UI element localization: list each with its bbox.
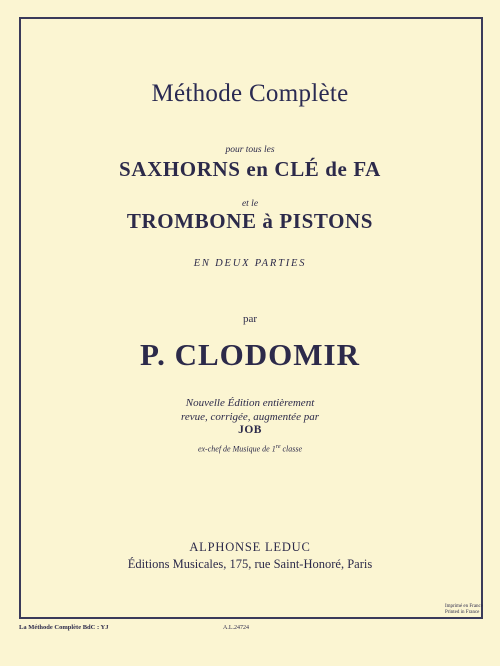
par-text: par (242, 313, 258, 325)
author-name: P. CLODOMIR (140, 337, 360, 372)
instrument-saxhorns-heading: SAXHORNS en CLÉ de FA (119, 157, 381, 181)
edition-line-2: revue, corrigée, augmentée par (181, 411, 319, 423)
reviser-title-post: classe (280, 444, 303, 454)
edition-note (0, 396, 500, 424)
publisher-address: Éditions Musicales, 175, rue Saint-Honoré, Paris (127, 557, 373, 571)
edition-line-1: Nouvelle Édition entièrement (185, 397, 315, 409)
pour-tous-les-text: pour tous les (225, 145, 275, 155)
imprint-line-2: Printed in France (444, 610, 480, 615)
instrument-trombone-heading: TROMBONE à PISTONS (126, 209, 374, 233)
reviser-title (0, 444, 500, 454)
publisher-name: ALPHONSE LEDUC (189, 540, 311, 554)
imprint-line-1: Imprimé en France (444, 604, 483, 609)
reviser-name: JOB (238, 424, 262, 436)
method-title: Méthode Complète (151, 80, 349, 107)
et-le-text: et le (241, 199, 259, 209)
imprint-note (445, 604, 483, 616)
reviser-title-sup: re (275, 444, 281, 450)
reviser-title-pre: ex-chef de Musique de 1 (197, 444, 276, 454)
parts-subtitle: EN DEUX PARTIES (193, 258, 307, 269)
footer-catalog-text: La Méthode Complète BdC : YJ (19, 624, 109, 631)
plate-number: A.L.24724 (223, 625, 249, 631)
